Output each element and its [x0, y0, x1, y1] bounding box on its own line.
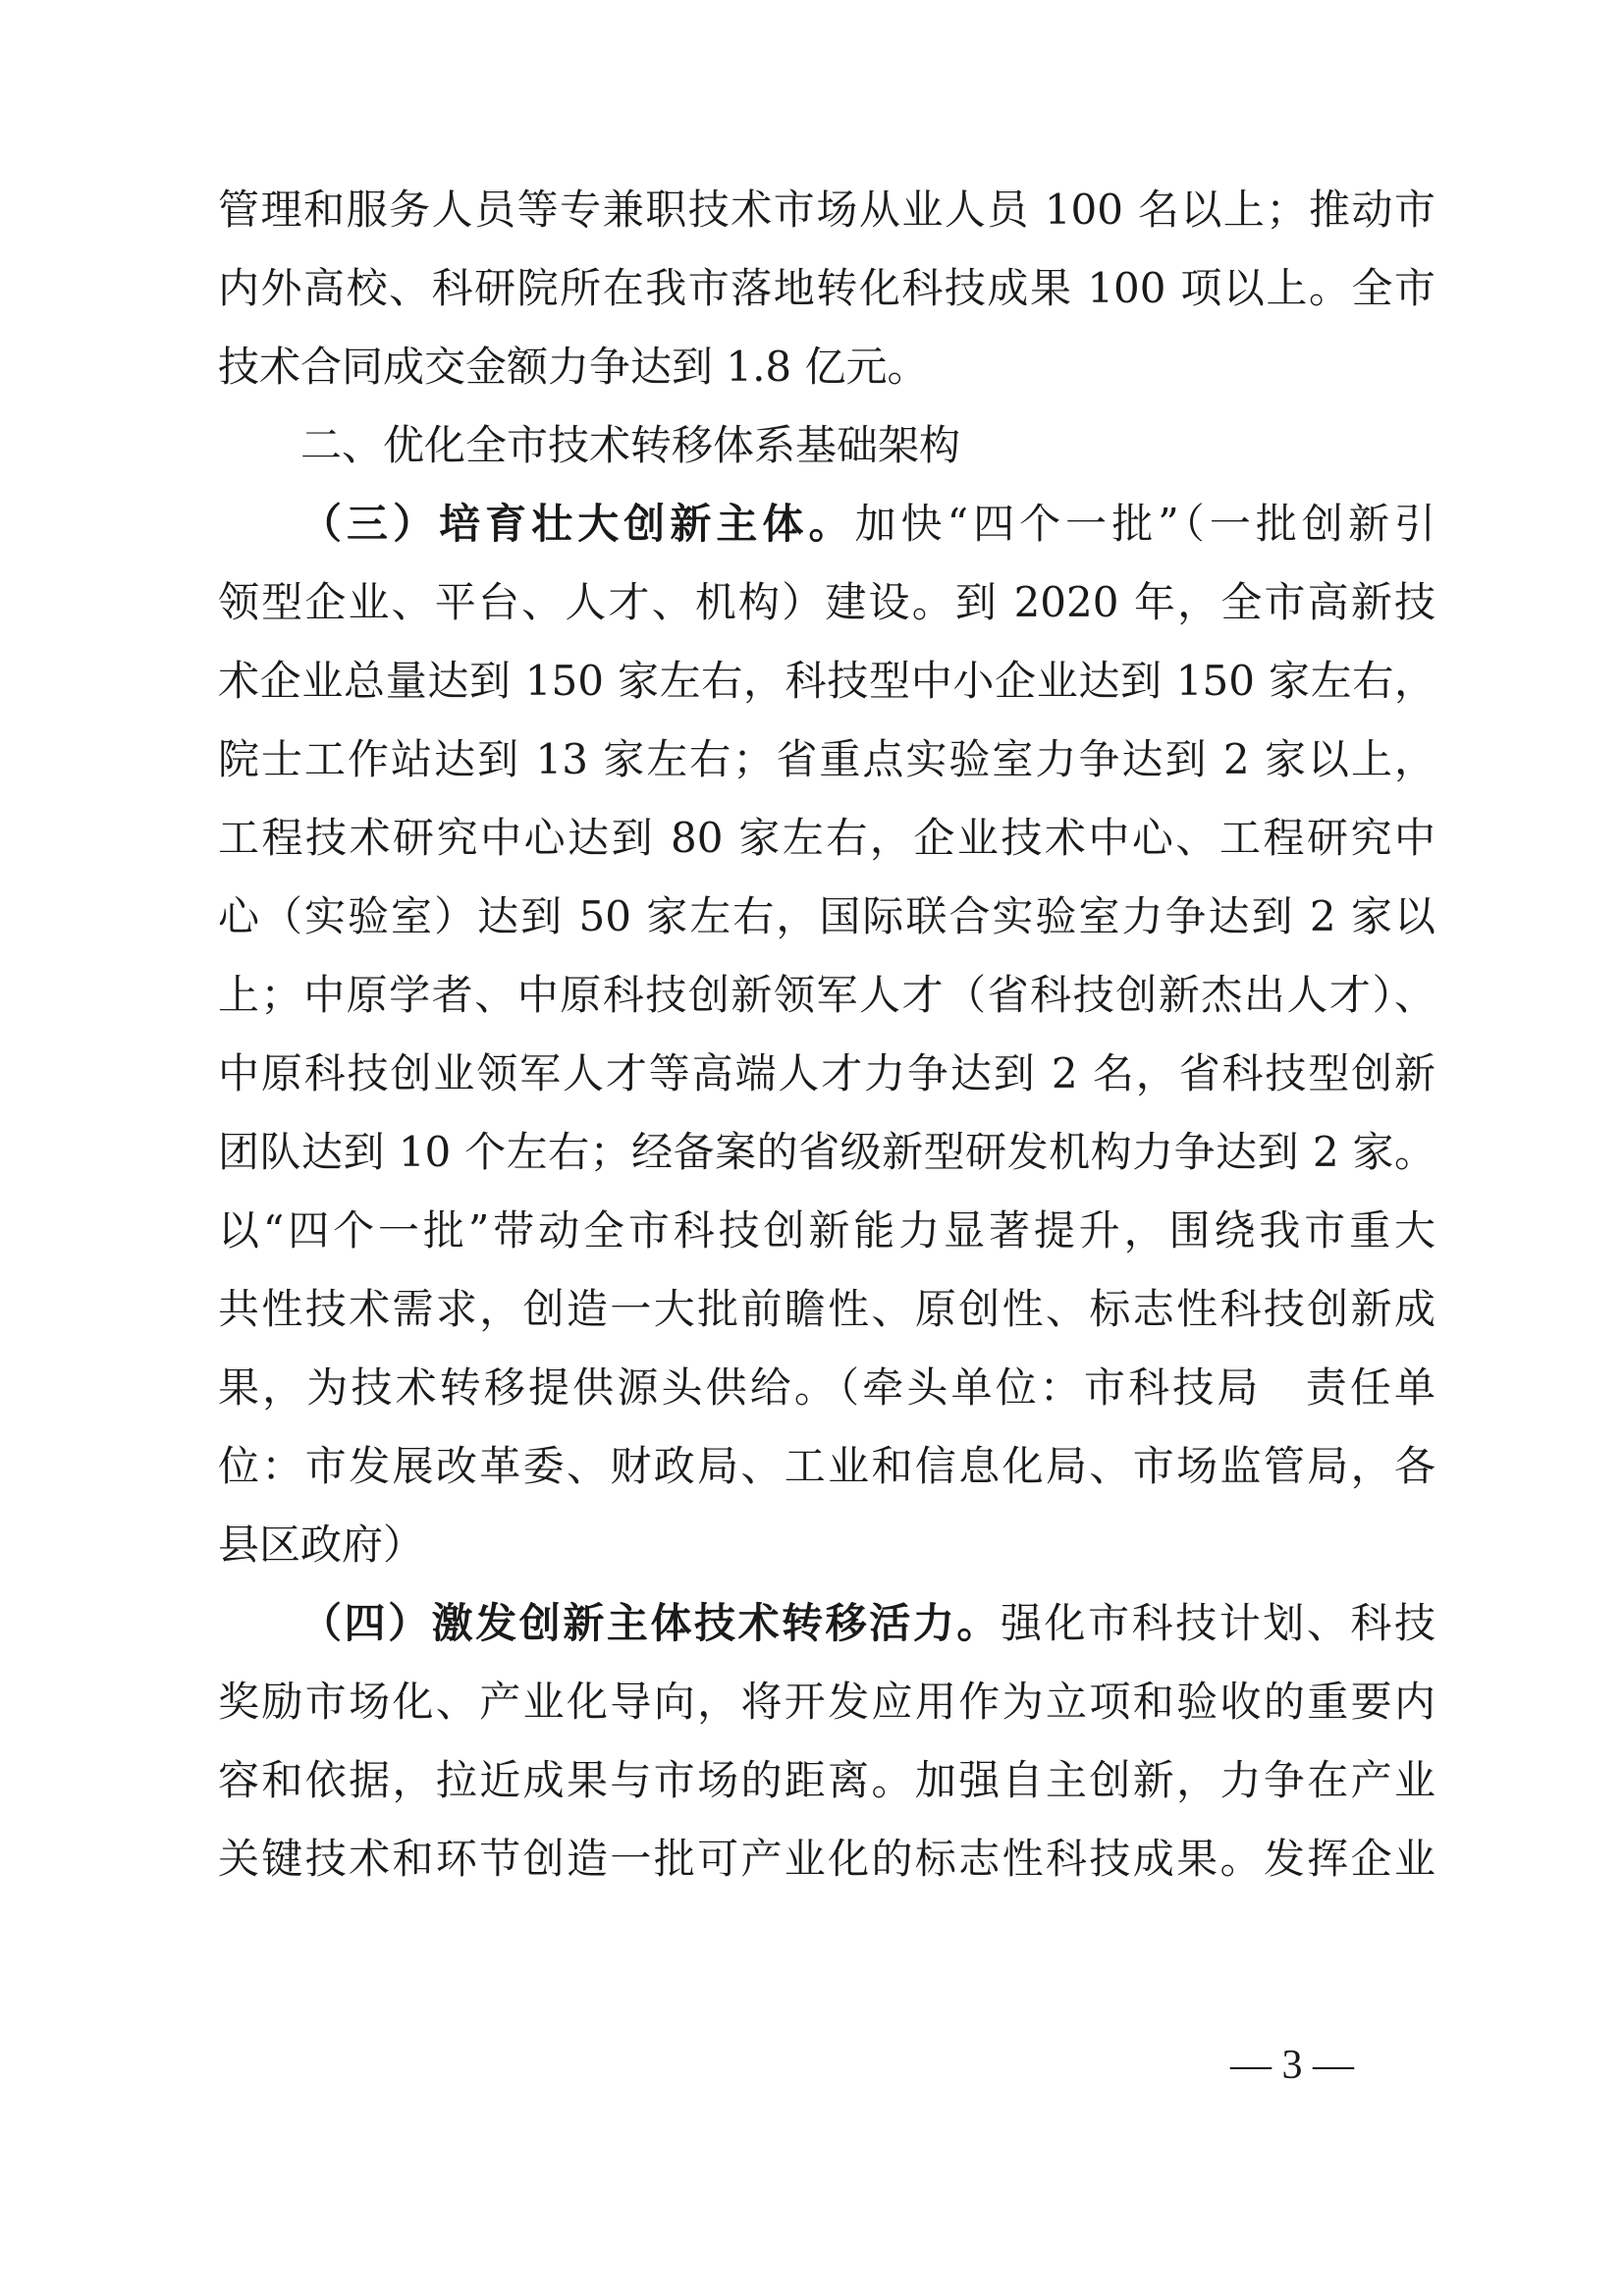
page-number: — 3 —	[1230, 2043, 1354, 2088]
subsection-4-line-1	[300, 1596, 1435, 1651]
body-line-22: 关键技术和环节创造一批可产业化的标志性科技成果。发挥企业	[218, 1835, 1435, 1883]
body-line-10: 心（实验室）达到 50 家左右，国际联合实验室力争达到 2 家以	[218, 892, 1435, 940]
body-line-18: 县区政府）	[218, 1521, 425, 1569]
body-line-2: 内外高校、科研院所在我市落地转化科技成果 100 项以上。全市	[218, 264, 1435, 312]
body-line-1: 管理和服务人员等专兼职技术市场从业人员 100 名以上；推动市	[218, 186, 1435, 234]
subsection-3-text: 加快“四个一批”（一批创新引	[854, 500, 1435, 548]
subsection-3-line-1	[300, 497, 1435, 552]
body-line-14: 以“四个一批”带动全市科技创新能力显著提升，围绕我市重大	[218, 1206, 1435, 1255]
subsection-4-title: （四）激发创新主体技术转移活力。	[300, 1599, 1001, 1647]
body-line-3: 技术合同成交金额力争达到 1.8 亿元。	[218, 343, 929, 391]
body-line-7: 术企业总量达到 150 家左右，科技型中小企业达到 150 家左右，	[218, 657, 1435, 705]
body-line-15: 共性技术需求，创造一大批前瞻性、原创性、标志性科技创新成	[218, 1285, 1435, 1333]
body-line-21: 容和依据，拉近成果与市场的距离。加强自主创新，力争在产业	[218, 1756, 1435, 1804]
body-line-11: 上；中原学者、中原科技创新领军人才（省科技创新杰出人才）、	[218, 971, 1435, 1019]
body-line-6: 领型企业、平台、人才、机构）建设。到 2020 年，全市高新技	[218, 578, 1435, 626]
subsection-3-title: （三）培育壮大创新主体。	[300, 500, 855, 548]
section-heading: 二、优化全市技术转移体系基础架构	[300, 421, 961, 469]
body-line-13: 团队达到 10 个左右；经备案的省级新型研发机构力争达到 2 家。	[218, 1128, 1435, 1176]
body-line-17: 位：市发展改革委、财政局、工业和信息化局、市场监管局，各	[218, 1442, 1435, 1490]
body-line-20: 奖励市场化、产业化导向，将开发应用作为立项和验收的重要内	[218, 1678, 1435, 1726]
body-line-9: 工程技术研究中心达到 80 家左右，企业技术中心、工程研究中	[218, 814, 1435, 862]
subsection-4-text: 强化市科技计划、科技	[1000, 1599, 1435, 1647]
body-line-8: 院士工作站达到 13 家左右；省重点实验室力争达到 2 家以上，	[218, 735, 1435, 783]
body-line-12: 中原科技创业领军人才等高端人才力争达到 2 名，省科技型创新	[218, 1049, 1435, 1097]
body-line-16: 果，为技术转移提供源头供给。（牵头单位：市科技局 责任单	[218, 1363, 1435, 1412]
